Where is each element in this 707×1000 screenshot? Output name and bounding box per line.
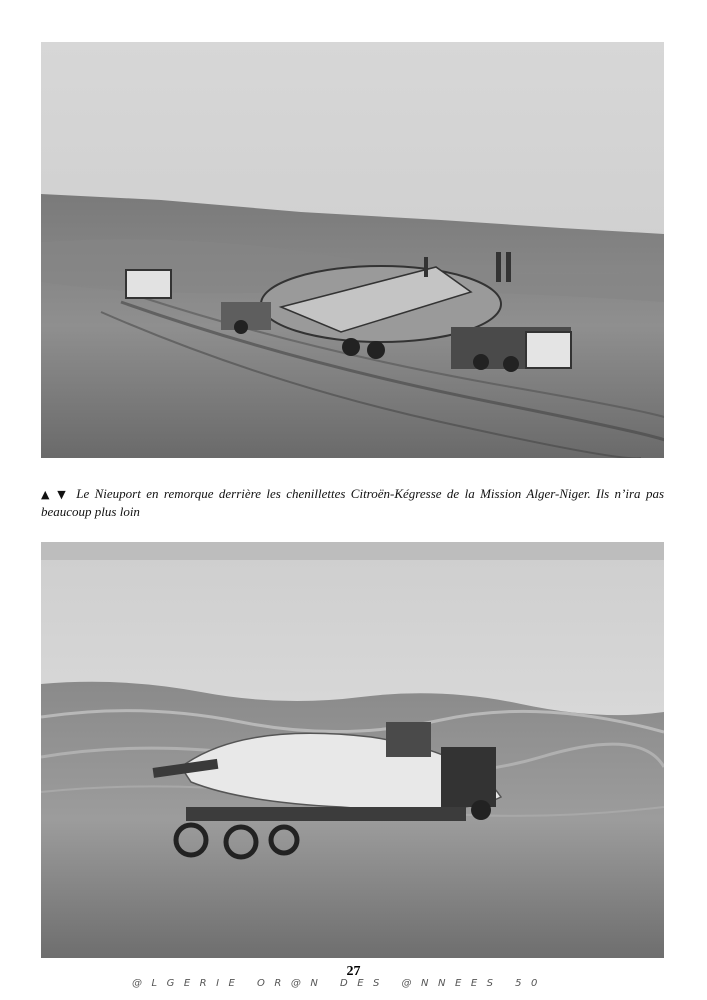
photo-towed-airplane [41,542,664,958]
footer-publication-title: @LGERIE OR@N DES @NNEES 50 [132,978,547,989]
page-number: 27 [346,964,361,979]
photo-convoy-dunes [41,42,664,458]
caption-text: Le Nieuport en remorque derrière les chenillettes Citroën-Kégresse de la Mission Alger-Niger. Ils n’ira pas beaucoup plus loin [41,486,665,519]
caption-arrows: ▲ ▼ [41,488,68,501]
photo-caption [41,485,664,520]
